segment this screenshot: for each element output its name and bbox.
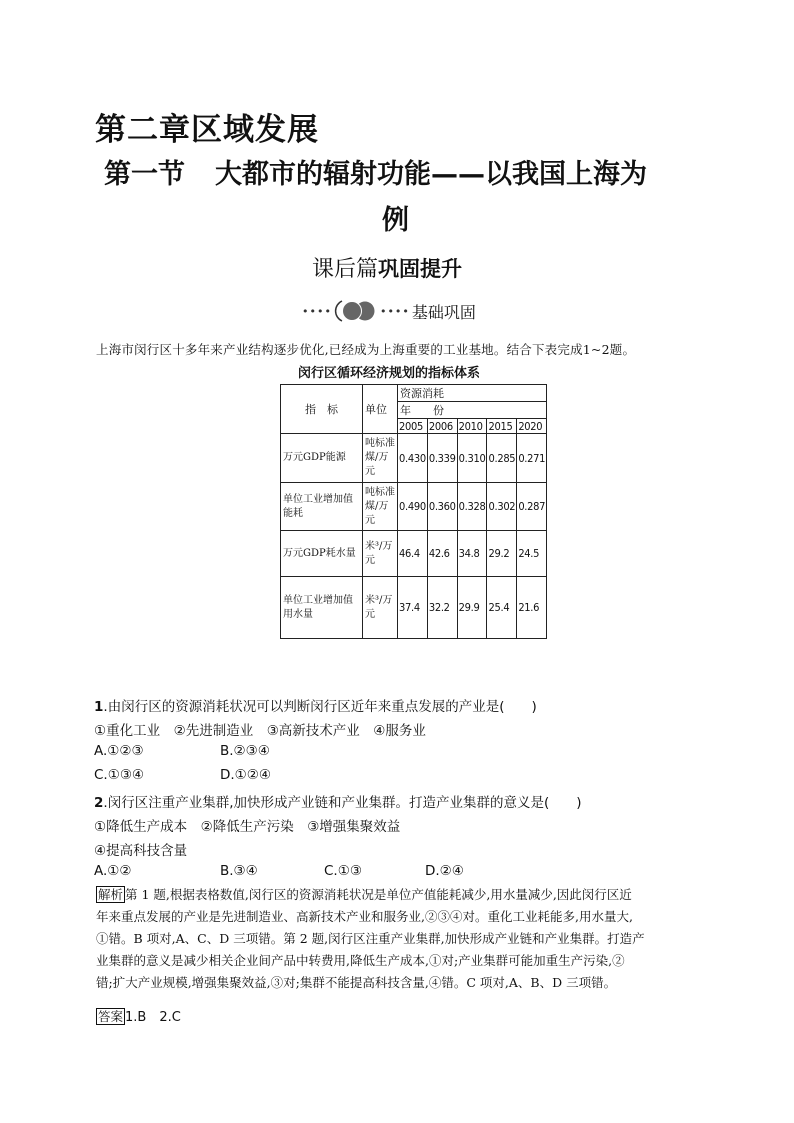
divider-label: 基础巩固 [411,302,476,322]
value-cell: 0.310 [457,434,487,483]
indicator-cell: 万元GDP耗水量 [281,531,363,577]
divider-dots-right: •••• [379,304,410,318]
year-cell: 2010 [457,419,487,434]
value-cell: 29.2 [487,531,517,577]
header-resource: 资源消耗 [398,385,547,402]
question-2-option-a[interactable]: A.①② [94,863,132,879]
indicator-cell: 万元GDP能源 [281,434,363,483]
unit-cell: 米³/万元 [363,531,398,577]
section-title [104,152,647,191]
question-1-option-c[interactable]: C.①③④ [94,767,145,783]
section-title-continued: 例 [382,205,409,236]
sub-title-prefix: 课后篇 [312,257,379,282]
intro-paragraph: 上海市闵行区十多年来产业结构逐步优化,已经成为上海重要的工业基地。结合下表完成1~2题。 [96,342,636,357]
indicator-cell: 单位工业增加值用水量 [281,577,363,639]
question-1-option-a[interactable]: A.①②③ [94,743,144,759]
value-cell: 25.4 [487,577,517,639]
question-2-stem [94,791,582,811]
table-row [281,434,547,483]
unit-cell: 米³/万元 [363,577,398,639]
question-1-text: .由闵行区的资源消耗状况可以判断闵行区近年来重点发展的产业是( ) [103,699,537,715]
question-2-option-b[interactable]: B.③④ [220,863,258,879]
unit-cell: 吨标准煤/万元 [363,483,398,531]
value-cell: 0.287 [517,483,547,531]
value-cell: 37.4 [398,577,428,639]
value-cell: 0.360 [427,483,457,531]
question-2-items-line-1: ①降低生产成本 ②降低生产污染 ③增强集聚效益 [94,819,401,835]
analysis-line: 年来重点发展的产业是先进制造业、高新技术产业和服务业,②③④对。重化工业耗能多,用水量大, [96,909,633,924]
question-2-items-line-2: ④提高科技含量 [94,843,188,859]
value-cell: 29.9 [457,577,487,639]
question-1-number: 1 [94,699,104,715]
analysis-line: 错;扩大产业规模,增强集聚效益,③对;集群不能提高科技含量,④错。C 项对,A、B、D 三项错。 [96,975,617,990]
value-cell: 24.5 [517,531,547,577]
answer-line [96,1006,181,1025]
value-cell: 0.430 [398,434,428,483]
question-2-number: 2 [94,795,104,811]
value-cell: 46.4 [398,531,428,577]
year-cell: 2015 [487,419,517,434]
value-cell: 0.285 [487,434,517,483]
unit-cell: 吨标准煤/万元 [363,434,398,483]
year-cell: 2005 [398,419,428,434]
analysis-line: ①错。B 项对,A、C、D 三项错。第 2 题,闵行区注重产业集群,加快形成产业链和产业集群。打造产 [96,931,645,946]
divider-dots-left: •••• [302,304,332,318]
answer-label: 答案 [98,1009,124,1024]
indicator-cell: 单位工业增加值能耗 [281,483,363,531]
analysis-line [96,884,700,906]
header-unit: 单位 [363,385,398,434]
question-1-stem [94,695,537,715]
value-cell: 34.8 [457,531,487,577]
value-cell: 0.490 [398,483,428,531]
table-caption: 闵行区循环经济规划的指标体系 [298,366,481,381]
question-1-option-d[interactable]: D.①②④ [220,767,271,783]
analysis-text: 第 1 题,根据表格数值,闵行区的资源消耗状况是单位产值能耗减少,用水量减少,因此闵行区近 [125,887,632,902]
double-circle-icon [332,299,378,323]
sub-title [312,252,462,283]
question-1-option-b[interactable]: B.②③④ [220,743,270,759]
answer-text: 1.B 2.C [125,1010,181,1025]
header-year: 年 份 [398,402,547,419]
sub-title-emphasis: 巩固提升 [378,257,463,281]
value-cell: 42.6 [427,531,457,577]
indicator-table [280,384,547,639]
question-2-option-c[interactable]: C.①③ [324,863,362,879]
question-2-option-d[interactable]: D.②④ [425,863,464,879]
value-cell: 0.328 [457,483,487,531]
value-cell: 21.6 [517,577,547,639]
value-cell: 32.2 [427,577,457,639]
table-row [281,483,547,531]
value-cell: 0.339 [427,434,457,483]
analysis-label: 解析 [98,887,124,902]
table-row [281,531,547,577]
value-cell: 0.302 [487,483,517,531]
chapter-title: 第二章区域发展 [95,112,319,148]
section-name: 大都市的辐射功能——以我国上海为 [215,159,647,190]
question-1-items: ①重化工业 ②先进制造业 ③高新技术产业 ④服务业 [94,723,426,739]
analysis-block [96,884,700,994]
table-row [281,577,547,639]
analysis-line: 业集群的意义是减少相关企业间产品中转费用,降低生产成本,①对;产业集群可能加重生产污染,② [96,953,625,968]
year-cell: 2006 [427,419,457,434]
section-divider [302,298,476,324]
value-cell: 0.271 [517,434,547,483]
year-cell: 2020 [517,419,547,434]
section-number: 第一节 [104,159,185,190]
question-2-text: .闵行区注重产业集群,加快形成产业链和产业集群。打造产业集群的意义是( ) [103,795,582,811]
header-indicator: 指 标 [281,385,363,434]
